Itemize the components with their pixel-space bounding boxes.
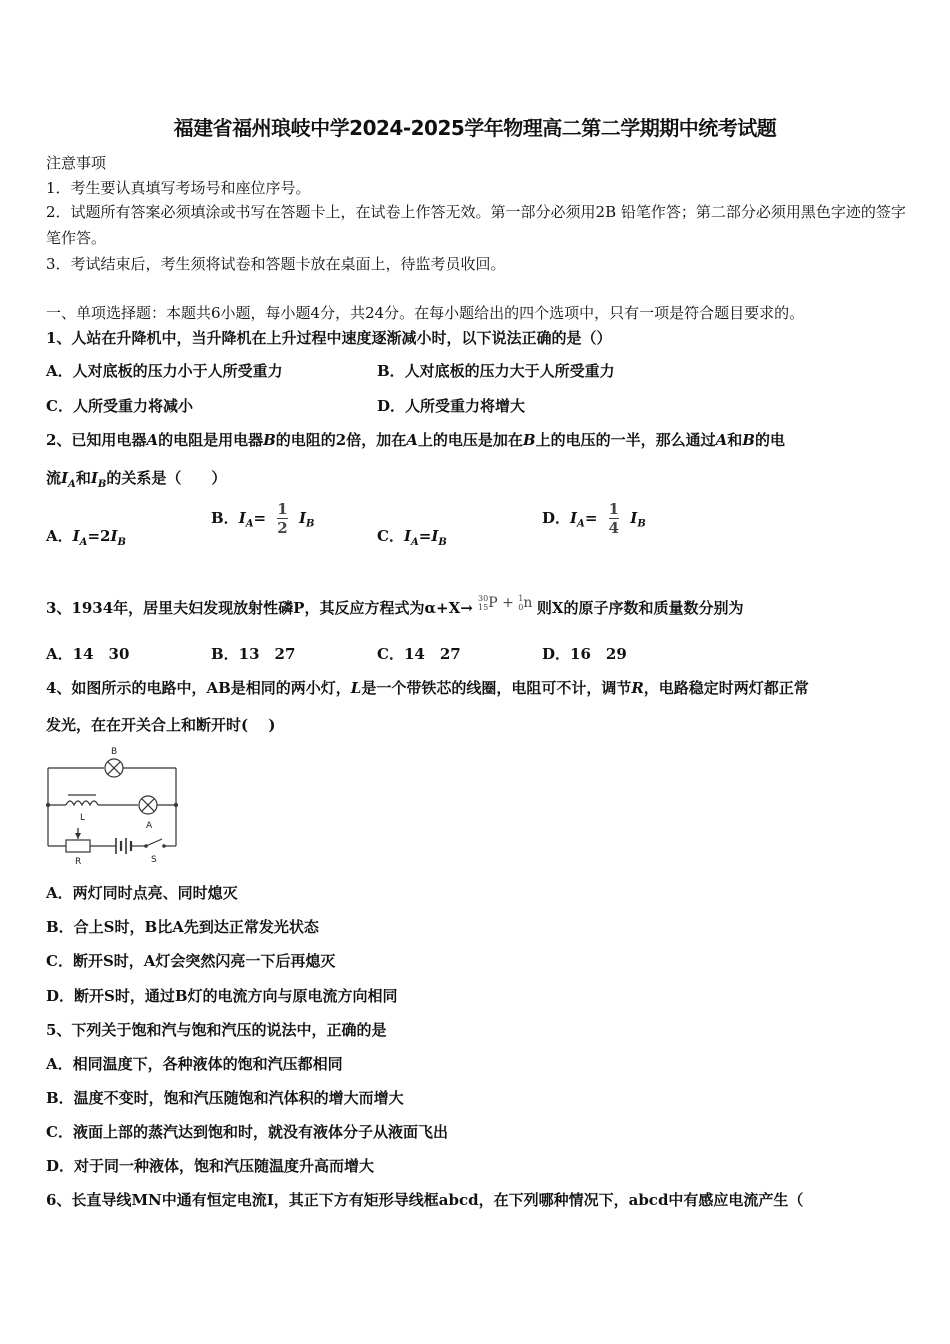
q5-option-c: C．液面上部的蒸汽达到饱和时，就没有液体分子从液面飞出 <box>46 1123 448 1141</box>
q2-option-c: C．$I_A=I_B$ <box>377 527 447 548</box>
circuit-label-b: B <box>111 747 118 757</box>
circuit-label-a: A <box>146 821 153 831</box>
q3-stem: 3、1934年，居里夫妇发现放射性磷P，其反应方程式为α+X→ 30 15 P + 1 0 n 则X的原子序数和质量数分别为 <box>46 594 744 617</box>
nuclide-phosphorus: 30 15 P + 1 0 n <box>478 594 533 612</box>
fraction-one-quarter: $\frac{1}{4}$ <box>608 500 620 537</box>
q4-option-b: B．合上S时，B比A先到达正常发光状态 <box>46 918 319 936</box>
notice-item-1: 1．考生要认真填写考场号和座位序号。 <box>46 179 311 197</box>
q2-option-d: D．$I_A=$ $\frac{1}{4}$ $I_B$ <box>542 500 646 537</box>
q3-option-d: D．16 29 <box>542 645 627 663</box>
section-heading: 一、单项选择题：本题共6小题，每小题4分，共24分。在每小题给出的四个选项中，只有一项是符合题目要求的。 <box>46 304 805 322</box>
q5-option-b: B．温度不变时，饱和汽压随饱和汽体积的增大而增大 <box>46 1089 404 1107</box>
q4-stem-line2: 发光，在在开关合上和断开时( ) <box>46 716 276 734</box>
circuit-label-l: L <box>80 813 86 823</box>
q2-stem-line2: 流$I_A$和$I_B$的关系是（ ） <box>46 469 227 490</box>
q5-stem: 5、下列关于饱和汽与饱和汽压的说法中，正确的是 <box>46 1021 387 1039</box>
q5-option-a: A．相同温度下，各种液体的饱和汽压都相同 <box>46 1055 343 1073</box>
q1-stem: 1、人站在升降机中，当升降机在上升过程中速度逐渐减小时，以下说法正确的是（） <box>46 329 612 347</box>
fraction-one-half: $\frac{1}{2}$ <box>277 500 288 537</box>
circuit-label-r: R <box>75 857 82 867</box>
q3-option-c: C．14 27 <box>377 645 461 663</box>
q4-option-a: A．两灯同时点亮、同时熄灭 <box>46 884 238 902</box>
notice-heading: 注意事项 <box>46 154 107 172</box>
page-title: 福建省福州琅岐中学2024-2025学年物理高二第二学期期中统考试题 <box>173 116 777 140</box>
q1-option-a: A．人对底板的压力小于人所受重力 <box>46 362 283 380</box>
q4-option-d: D．断开S时，通过B灯的电流方向与原电流方向相同 <box>46 987 398 1005</box>
q2-option-b: B．$I_A=$ $\frac{1}{2}$ $I_B$ <box>211 500 315 537</box>
q4-stem-line1: 4、如图所示的电路中，AB是相同的两小灯，L是一个带铁芯的线圈，电阻可不计，调节R，电路稳定时两灯都正常 <box>46 679 809 697</box>
notice-item-3: 3．考试结束后，考生须将试卷和答题卡放在桌面上，待监考员收回。 <box>46 255 506 273</box>
q3-option-b: B．13 27 <box>211 645 296 663</box>
circuit-diagram <box>40 742 185 867</box>
q5-option-d: D．对于同一种液体，饱和汽压随温度升高而增大 <box>46 1157 375 1175</box>
q1-option-b: B．人对底板的压力大于人所受重力 <box>377 362 615 380</box>
q6-stem: 6、长直导线MN中通有恒定电流I，其正下方有矩形导线框abcd，在下列哪种情况下，abcd中有感应电流产生（ <box>46 1191 804 1209</box>
circuit-label-s: S <box>151 855 157 865</box>
q2-stem-line1: 2、已知用电器A的电阻是用电器B的电阻的2倍，加在A上的电压是加在B上的电压的一半，那么通过A和B的电 <box>46 431 785 449</box>
q2-option-a: A．$I_A=2I_B$ <box>46 527 126 548</box>
q1-option-d: D．人所受重力将增大 <box>377 397 526 415</box>
q1-option-c: C．人所受重力将减小 <box>46 397 193 415</box>
q4-option-c: C．断开S时，A灯会突然闪亮一下后再熄灭 <box>46 952 336 970</box>
q3-option-a: A．14 30 <box>46 645 130 663</box>
notice-item-2: 2．试题所有答案必须填涂或书写在答题卡上，在试卷上作答无效。第一部分必须用2B 铅笔作答；第二部分必须用黑色字迹的签字笔作答。 <box>46 203 906 247</box>
